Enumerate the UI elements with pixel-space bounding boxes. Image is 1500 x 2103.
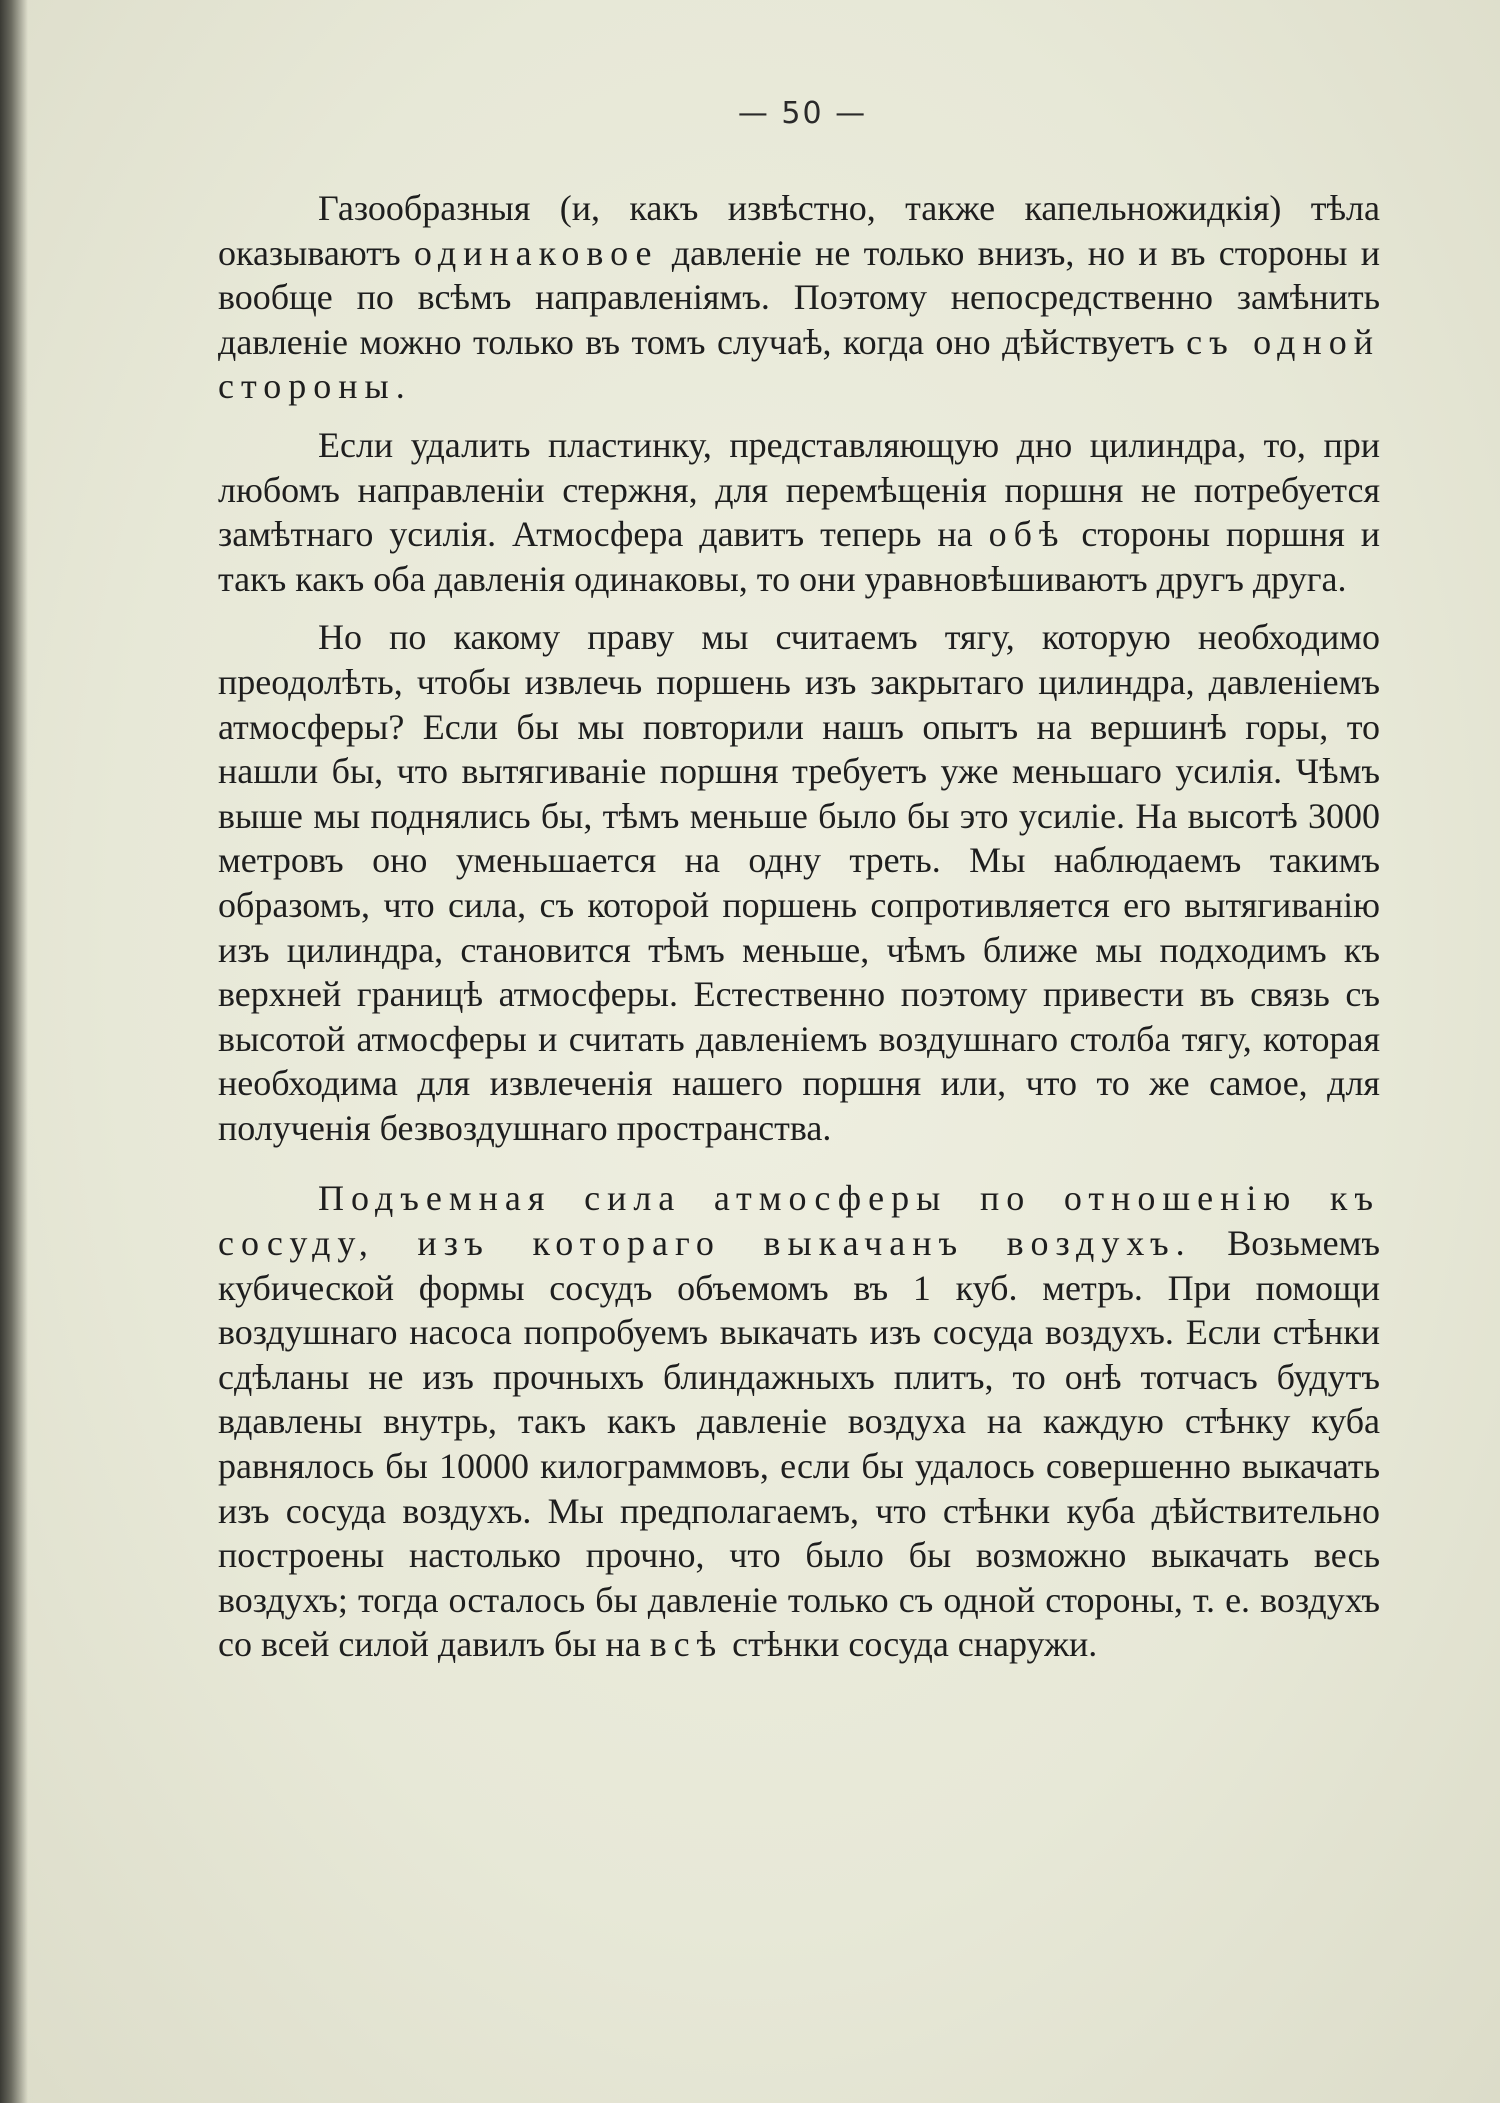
text-segment: Но по какому праву мы считаемъ тягу, которую необходимо преодолѣть, чтобы извлечь поршень изъ закрытаго цилиндра, давленіемъ атмосферы? Если бы мы повторили нашъ опытъ на вершинѣ горы, то нашли бы, что вытягиваніе поршня требуетъ уже меньшаго усилія. Чѣмъ выше мы поднялись бы, тѣмъ меньше было бы это усиліе. На высотѣ 3000 метровъ оно уменьшается на одну треть. Мы наблюдаемъ такимъ образомъ, что сила, съ которой поршень сопротивляется его вытягиванію изъ цилиндра, становится тѣмъ меньше, чѣмъ ближе мы подходимъ къ верхней границѣ атмосферы. Естественно поэтому привести въ связь съ высотой атмосферы и считать давленіемъ воздушнаго столба тягу, которая необходима для извлеченія нашего поршня или, что то же самое, для полученія безвоздушнаго пространства.	[218, 617, 1380, 1148]
emphasis-spaced: всѣ	[649, 1624, 724, 1665]
emphasis-spaced: обѣ	[988, 514, 1066, 555]
paragraph-4	[218, 1176, 1380, 1667]
paragraph-3	[218, 615, 1380, 1150]
text-segment: давленіе не только внизъ, но и въ стороны и вообще по всѣмъ направленіямъ. Поэтому непосредственно замѣнить давленіе можно только въ томъ случаѣ, когда оно дѣйствуетъ	[218, 232, 1380, 362]
text-segment: Возьмемъ кубической формы сосудъ объемомъ въ 1 куб. метръ. При помощи воздушнаго насоса попробуемъ выкачать изъ сосуда воздухъ. Если стѣнки сдѣланы не изъ прочныхъ блиндажныхъ плитъ, то онѣ тотчасъ будутъ вдавлены внутрь, такъ какъ давленіе воздуха на каждую стѣнку куба равнялось бы 10000 килограммовъ, если бы удалось совершенно выкачать изъ сосуда воздухъ. Мы предполагаемъ, что стѣнки куба дѣйствительно построены настолько прочно, что было бы возможно выкачать весь воздухъ; тогда осталось бы давленіе только съ одной стороны, т. е. воздухъ со всей силой давилъ бы на	[218, 1223, 1380, 1665]
text-segment: Если удалить пластинку, представляющую дно цилиндра, то, при любомъ направленіи стержня, для перемѣщенія поршня не потребуется замѣтнаго усилія. Атмосфера давитъ теперь на	[218, 424, 1380, 555]
section-heading-spaced: Подъемная сила атмосферы по отношенію къ сосуду, изъ котораго выкачанъ воздухъ.	[218, 1178, 1380, 1264]
page-binding-shadow	[0, 0, 28, 2103]
paragraph-2	[218, 423, 1380, 601]
page-number: — 50 —	[737, 96, 868, 131]
emphasis-spaced: одинаковое	[413, 232, 659, 273]
text-segment: .	[395, 366, 405, 407]
text-segment: стороны поршня и такъ какъ оба давленія одинаковы, то они уравновѣшиваютъ другъ друга.	[218, 514, 1381, 599]
text-segment: стѣнки сосуда снаружи.	[723, 1624, 1098, 1665]
emphasis-spaced: съ одной стороны	[218, 321, 1380, 407]
text-column	[218, 186, 1380, 1667]
text-segment: Газообразныя (и, какъ извѣстно, также капельножидкія) тѣла оказываютъ	[218, 188, 1380, 273]
paragraph-1	[218, 186, 1380, 409]
